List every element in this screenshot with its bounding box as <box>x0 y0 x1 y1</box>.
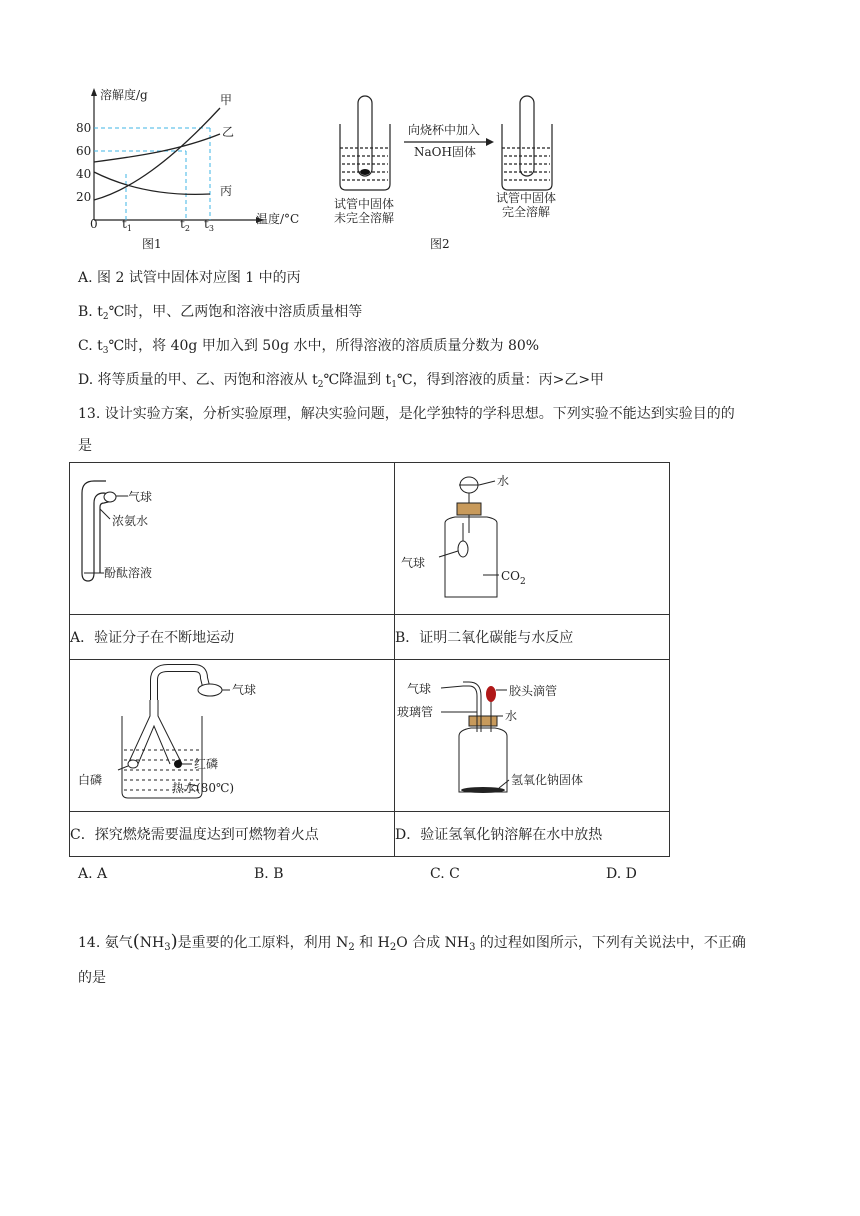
label-ammonia: 浓氨水 <box>112 514 149 528</box>
figure-2-caption: 图2 <box>430 237 450 251</box>
figure-2-diagram <box>330 88 590 254</box>
y-axis-arrow <box>91 88 97 96</box>
q12-option-d: D. 将等质量的甲、乙、丙饱和溶液从 $t_2℃$降温到 $t_1℃$，得到溶液的质量：丙>乙>甲 <box>78 372 605 390</box>
q13-option-c: C. C <box>430 866 460 882</box>
curve-bing <box>94 172 210 194</box>
label-hot-water: 热水(80℃) <box>172 781 235 795</box>
label-co2: $CO_2$ <box>501 569 526 587</box>
guide-lines <box>94 128 210 220</box>
y-axis-label: 溶解度/g <box>100 88 148 102</box>
y-tick-60: 60 <box>76 144 92 158</box>
label-balloon-c: 气球 <box>232 683 257 697</box>
cell-d-caption: D．验证氢氧化钠溶解在水中放热 <box>395 812 670 857</box>
beaker-left <box>340 96 390 190</box>
q13-option-a: A. A <box>78 866 108 882</box>
apparatus-a <box>70 463 394 610</box>
label-balloon-a: 气球 <box>128 490 153 504</box>
q13-option-d: D. D <box>606 866 637 882</box>
right-beaker-label-1: 试管中固体 <box>496 191 557 205</box>
curve-label-jia: 甲 <box>220 93 233 107</box>
cell-c-figure <box>70 660 395 812</box>
curve-jia <box>94 108 220 200</box>
q12-option-a: A. 图 2 试管中固体对应图 1 中的丙 <box>78 270 301 286</box>
cell-c-caption: C．探究燃烧需要温度达到可燃物着火点 <box>70 812 395 857</box>
x-tick-t3: $t_3$ <box>204 217 214 233</box>
label-dropper: 胶头滴管 <box>509 684 558 698</box>
left-beaker-label-1: 试管中固体 <box>334 197 395 211</box>
label-white-phosphorus: 白磷 <box>78 773 103 787</box>
q13-stem-line-1: 13. 设计实验方案，分析实验原理，解决实验问题，是化学独特的学科思想。下列实验不能达到实验目的的 <box>78 406 735 422</box>
origin-label: 0 <box>90 217 98 231</box>
y-tick-20: 20 <box>76 190 92 204</box>
q14-stem-line-2: 的是 <box>78 970 106 986</box>
q13-option-b: B. B <box>254 866 284 882</box>
beaker-right <box>502 96 552 190</box>
cell-a-caption: A．验证分子在不断地运动 <box>70 615 395 660</box>
q12-option-b: B. $t_2℃$时，甲、乙两饱和溶液中溶质质量相等 <box>78 304 363 322</box>
curve-yi <box>94 134 220 162</box>
label-red-phosphorus: 红磷 <box>194 757 219 771</box>
x-axis-label: 温度/°C <box>256 212 300 226</box>
q14-stem-line-1: 14. 氨气$(NH_3)$是重要的化工原料，利用 $N_2$ 和 $H_2O$ 合成 $NH_3$ 的过程如图所示，下列有关说法中，不正确 <box>78 931 746 953</box>
arrow-text-2: NaOH固体 <box>414 145 476 159</box>
label-phenolphthalein: 酚酞溶液 <box>104 566 153 580</box>
label-balloon-b: 气球 <box>401 556 426 570</box>
arrow-head <box>486 138 494 146</box>
cell-d-figure <box>395 660 670 812</box>
label-naoh-solid: 氢氧化钠固体 <box>511 773 584 787</box>
arrow-text-1: 向烧杯中加入 <box>408 123 481 137</box>
x-tick-t2: $t_2$ <box>180 217 190 233</box>
x-tick-t1: $t_1$ <box>122 217 132 233</box>
cell-b-caption: B．证明二氧化碳能与水反应 <box>395 615 670 660</box>
label-water-d: 水 <box>505 709 518 723</box>
undissolved-solid <box>360 169 370 175</box>
left-beaker-label-2: 未完全溶解 <box>334 211 395 225</box>
y-tick-80: 80 <box>76 121 92 135</box>
q12-option-c: C. $t_3℃$时，将 40g 甲加入到 50g 水中，所得溶液的溶质质量分数为 80% <box>78 338 540 356</box>
apparatus-c <box>70 660 394 807</box>
curve-label-bing: 丙 <box>220 184 233 198</box>
label-balloon-d: 气球 <box>407 682 432 696</box>
cell-a-figure <box>70 463 395 615</box>
cell-b-figure <box>395 463 670 615</box>
apparatus-d <box>395 660 669 807</box>
curve-label-yi: 乙 <box>222 125 235 139</box>
right-beaker-label-2: 完全溶解 <box>502 205 551 219</box>
y-tick-40: 40 <box>76 167 92 181</box>
label-water-b: 水 <box>497 474 510 488</box>
q13-experiment-table <box>69 462 670 857</box>
figure-1-chart <box>70 82 320 254</box>
q13-stem-line-2: 是 <box>78 438 92 454</box>
label-glass-tube: 玻璃管 <box>397 705 434 719</box>
apparatus-b <box>395 463 669 610</box>
figure-1-caption: 图1 <box>142 237 162 251</box>
